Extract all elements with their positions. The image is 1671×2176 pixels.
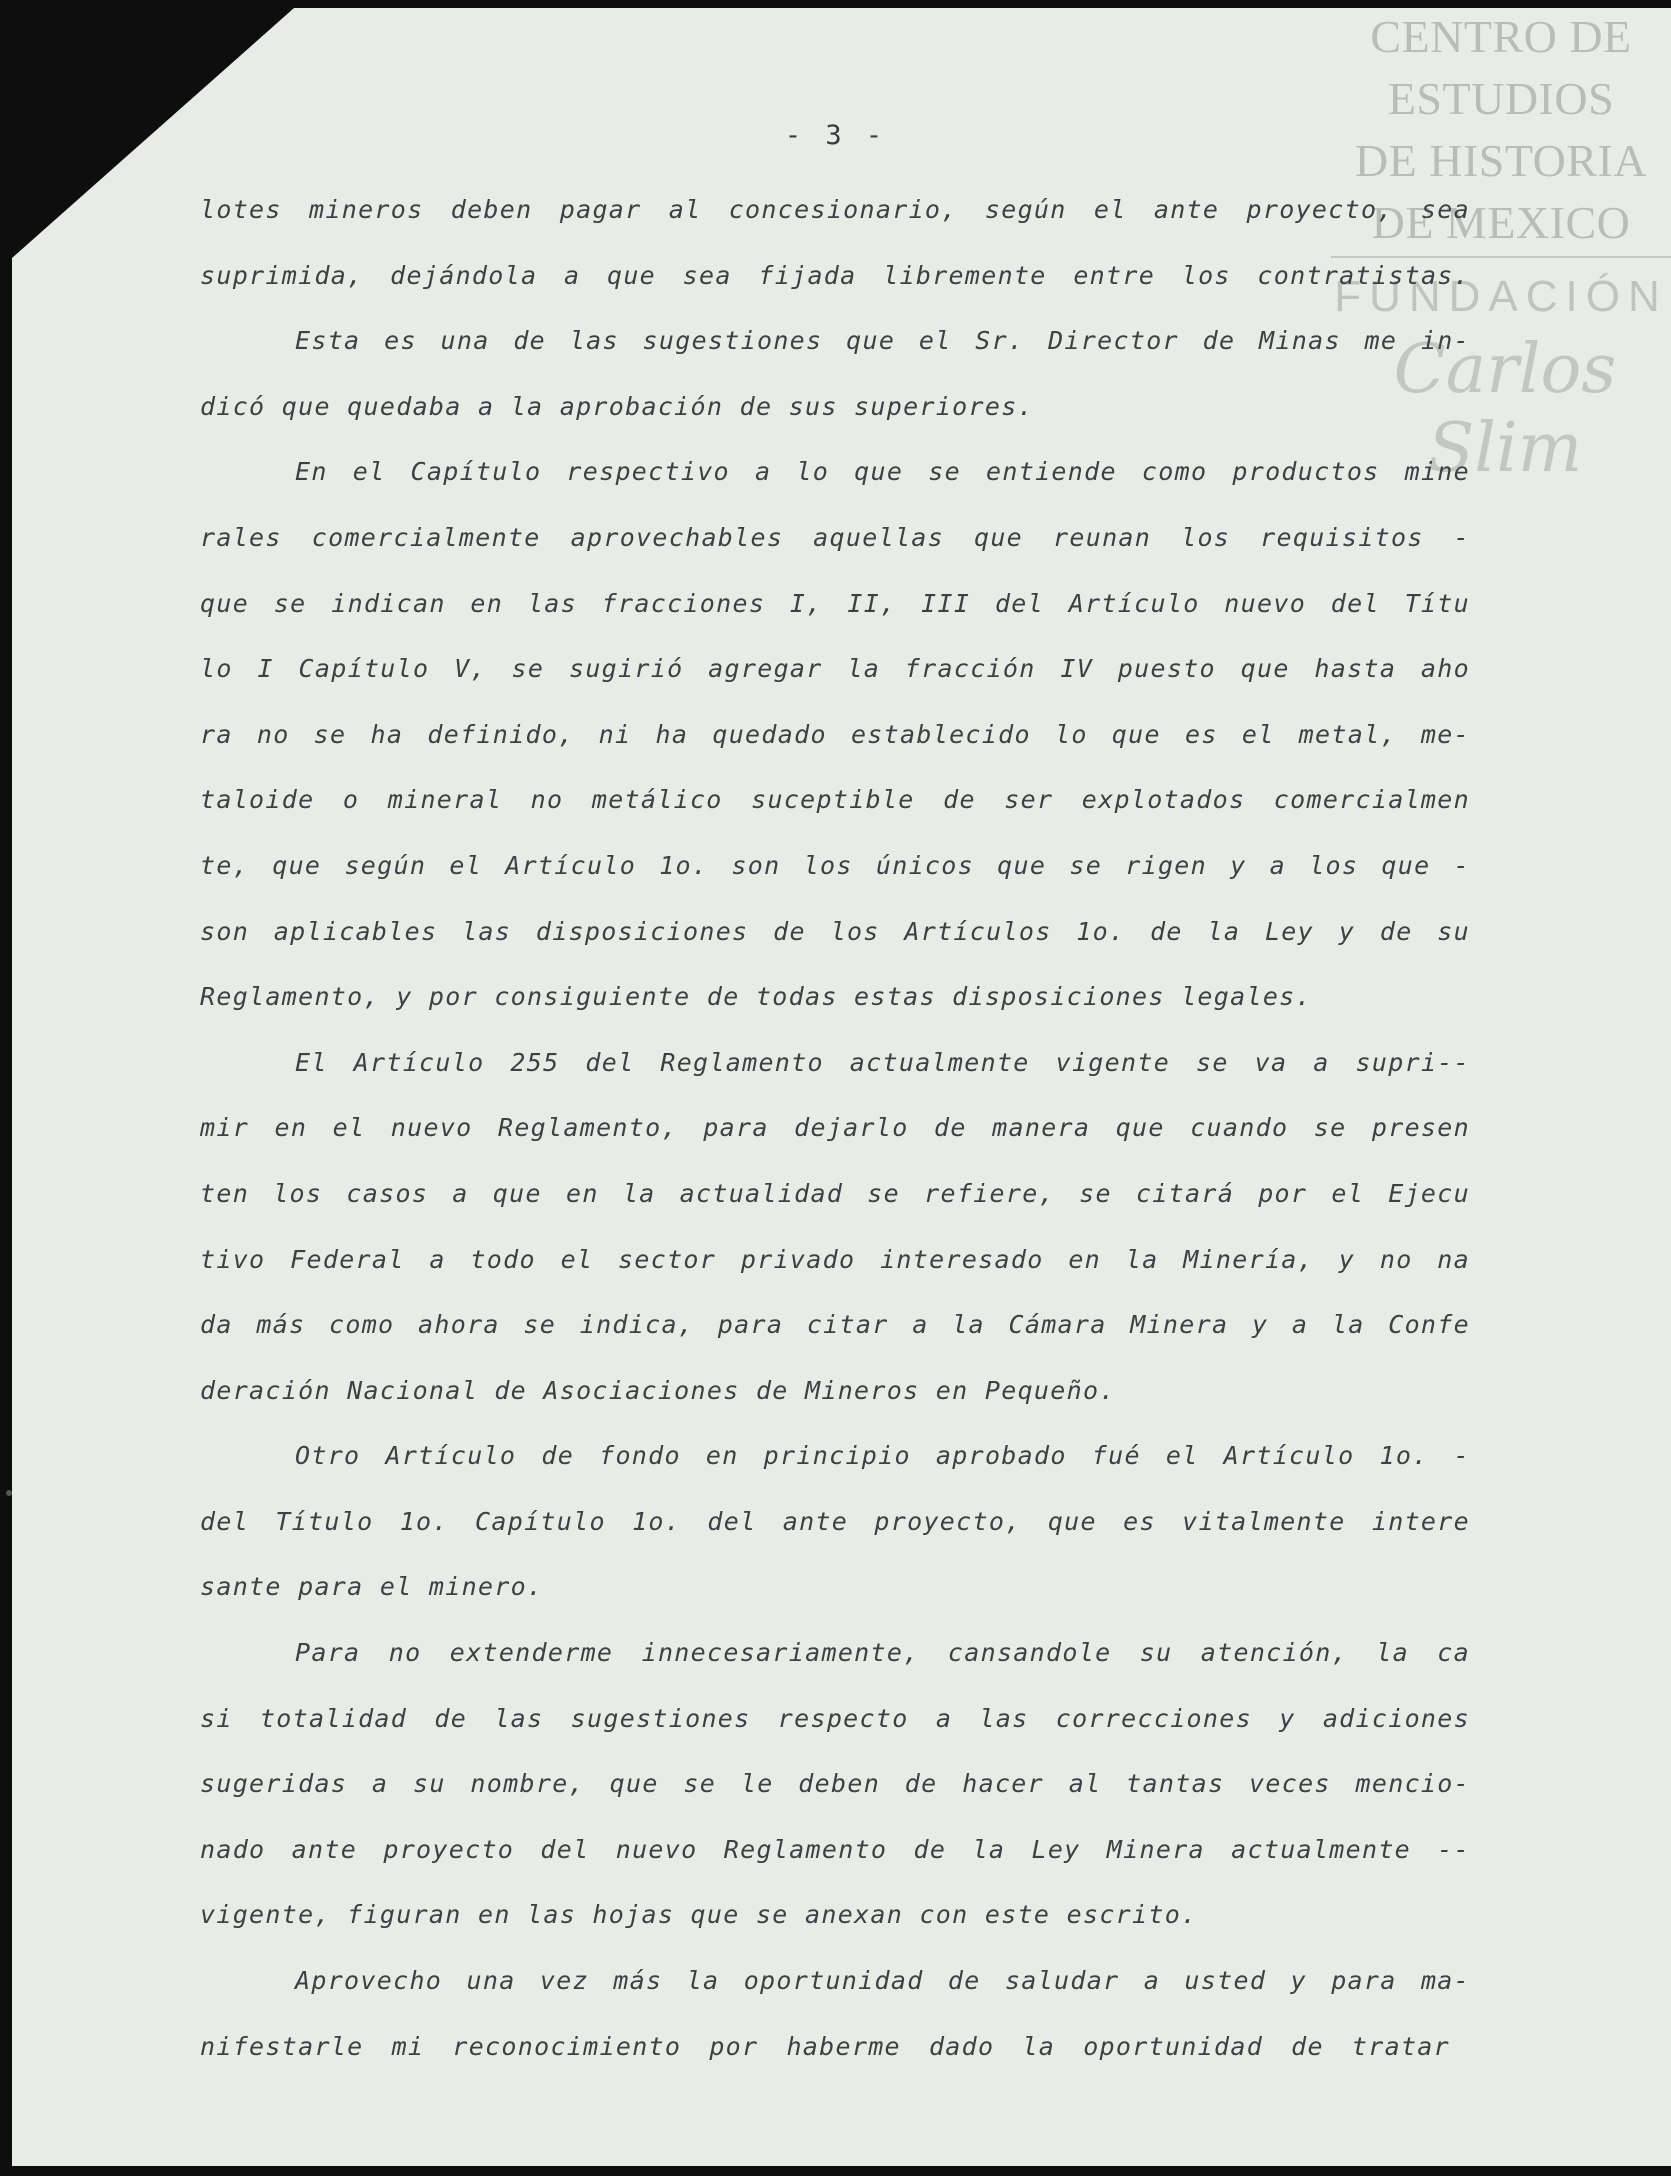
text-line: son aplicables las disposiciones de los Artículos 1o. de la Ley y de su <box>200 916 1470 946</box>
watermark-signature: Carlos Slim <box>1393 330 1617 488</box>
text-line: sante para el minero. <box>200 1572 544 1602</box>
text-line: da más como ahora se indica, para citar a la Cámara Minera y a la Confe <box>200 1310 1470 1340</box>
text-line: tivo Federal a todo el sector privado interesado en la Minería, y no na <box>200 1244 1470 1274</box>
text-line: dicó que quedaba a la aprobación de sus superiores. <box>200 391 1034 421</box>
watermark-line-4: DE MEXICO <box>1371 197 1631 248</box>
text-line: El Artículo 255 del Reglamento actualmente vigente se va a supri-- <box>295 1047 1470 1077</box>
text-line: nado ante proyecto del nuevo Reglamento de la Ley Minera actualmente -- <box>200 1834 1470 1864</box>
text-line: lo I Capítulo V, se sugirió agregar la fracción IV puesto que hasta aho <box>200 654 1470 684</box>
watermark-line-2: ESTUDIOS <box>1387 73 1615 124</box>
text-line: suprimida, dejándola a que sea fijada libremente entre los contratistas. <box>200 260 1470 290</box>
text-line: ra no se ha definido, ni ha quedado establecido lo que es el metal, me- <box>200 719 1470 749</box>
text-line: deración Nacional de Asociaciones de Mineros en Pequeño. <box>200 1375 1116 1405</box>
text-line: Para no extenderme innecesariamente, cansandole su atención, la ca <box>295 1638 1470 1668</box>
text-line: lotes mineros deben pagar al concesionario, según el ante proyecto, sea <box>200 195 1470 224</box>
text-line: mir en el nuevo Reglamento, para dejarlo de manera que cuando se presen <box>200 1113 1470 1143</box>
text-line: vigente, figuran en las hojas que se anexan con este escrito. <box>200 1900 1198 1930</box>
text-line: En el Capítulo respectivo a lo que se entiende como productos mine <box>295 457 1470 487</box>
margin-mark <box>6 1490 12 1496</box>
text-line: Otro Artículo de fondo en principio aprobado fué el Artículo 1o. - <box>295 1441 1470 1471</box>
text-line: del Título 1o. Capítulo 1o. del ante proyecto, que es vitalmente intere <box>200 1506 1470 1536</box>
watermark-line-1: CENTRO DE <box>1370 11 1632 62</box>
page-number: - 3 - <box>784 120 887 151</box>
text-line: Aprovecho una vez más la oportunidad de saludar a usted y para ma- <box>295 1966 1470 1996</box>
text-line: rales comercialmente aprovechables aquellas que reunan los requisitos - <box>200 522 1470 552</box>
text-line: nifestarle mi reconocimiento por haberme dado la oportunidad de tratar <box>200 2031 1450 2061</box>
text-line: taloide o mineral no metálico suceptible de ser explotados comercialmen <box>200 785 1470 815</box>
text-line: te, que según el Artículo 1o. son los únicos que se rigen y a los que - <box>200 850 1470 880</box>
text-line: si totalidad de las sugestiones respecto a las correcciones y adiciones <box>200 1703 1470 1733</box>
text-line: ten los casos a que en la actualidad se refiere, se citará por el Ejecu <box>200 1178 1470 1208</box>
text-line: Esta es una de las sugestiones que el Sr. Director de Minas me in- <box>295 326 1470 356</box>
watermark-fundacion: FUNDACIÓN <box>1334 272 1668 321</box>
letter-body <box>200 185 1470 2087</box>
text-line: sugeridas a su nombre, que se le deben de hacer al tantas veces mencio- <box>200 1769 1470 1799</box>
text-line: Reglamento, y por consiguiente de todas estas disposiciones legales. <box>200 982 1312 1012</box>
text-line: que se indican en las fracciones I, II, III del Artículo nuevo del Títu <box>200 588 1470 618</box>
watermark-line-3: DE HISTORIA <box>1354 135 1648 186</box>
